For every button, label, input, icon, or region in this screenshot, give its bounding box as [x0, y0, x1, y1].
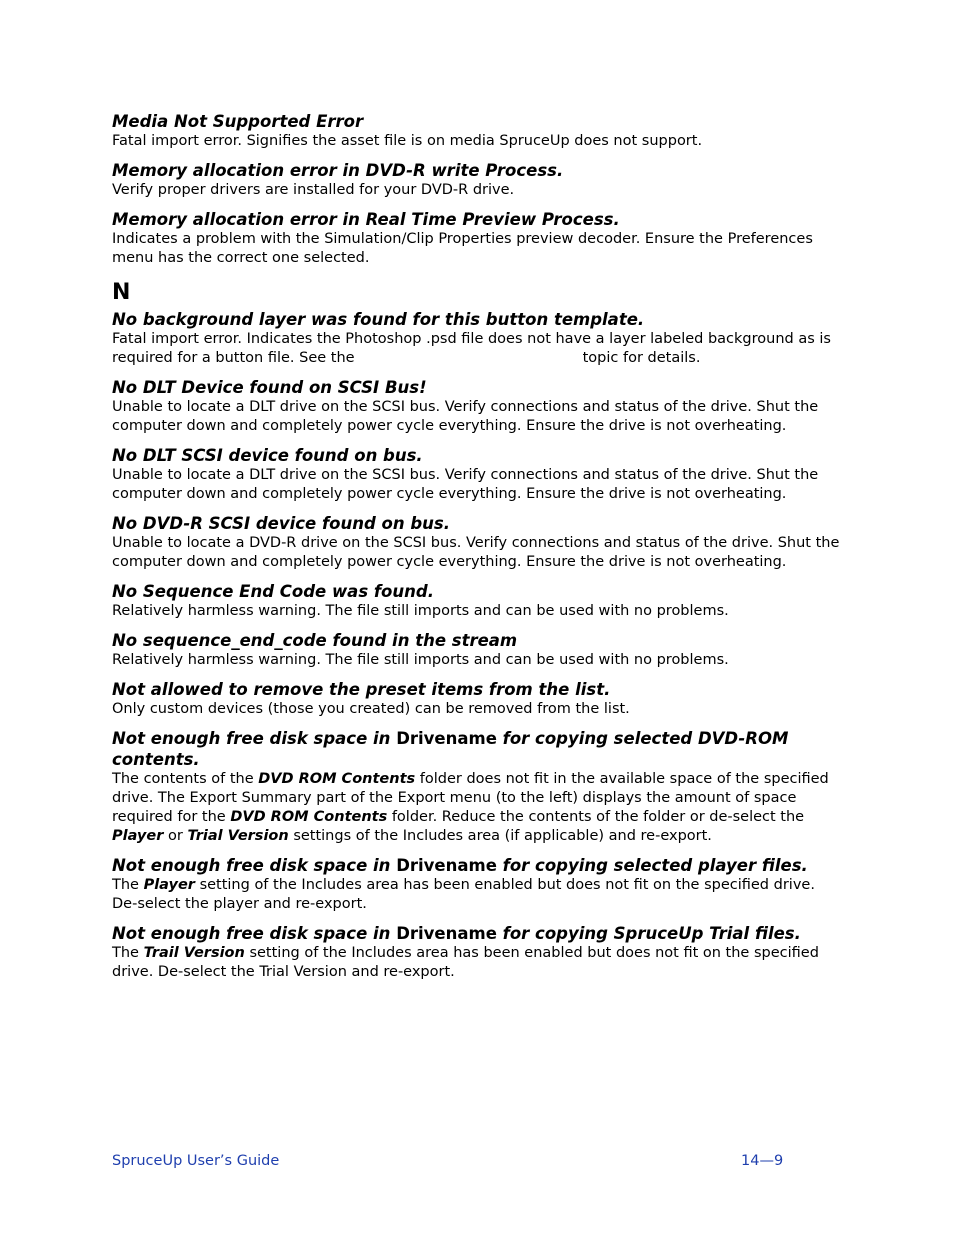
error-description [112, 944, 842, 982]
drivename-placeholder: Drivename [396, 729, 497, 748]
error-title: Memory allocation error in DVD-R write Process. [112, 161, 564, 180]
error-description [112, 330, 842, 368]
error-description: Unable to locate a DVD-R drive on the SCSI bus. Verify connections and status of the drive. Shut the computer down and completely power cycle everything. Ensure the drive is not overheating. [112, 535, 840, 570]
title-part: Not enough free disk space in [112, 856, 391, 875]
error-entry [112, 513, 842, 572]
error-title: Memory allocation error in Real Time Preview Process. [112, 210, 620, 229]
error-entry [112, 377, 842, 436]
title-part: for copying selected DVD-ROM contents. [112, 729, 789, 769]
title-part: Not enough free disk space in [112, 924, 391, 943]
description-text: setting of the Includes area has been enabled but does not fit on the specified drive. De-select the Trial Version and re-export. [112, 945, 819, 980]
error-description: Relatively harmless warning. The file still imports and can be used with no problems. [112, 652, 729, 668]
description-text: folder does not fit in the available space of the specified drive. The Export Summary part of the Export menu (to the left) displays the amount of space required for the [112, 771, 829, 825]
description-text: setting of the Includes area has been enabled but does not fit on the specified drive. De-select the player and re-export. [112, 877, 815, 912]
emphasis-trial-version: Trial Version [187, 828, 289, 844]
error-title: No background layer was found for this button template. [112, 310, 645, 329]
error-title: No Sequence End Code was found. [112, 582, 434, 601]
error-description: Fatal import error. Signifies the asset file is on media SpruceUp does not support. [112, 133, 703, 149]
error-title: No DVD-R SCSI device found on bus. [112, 514, 450, 533]
error-title: Not allowed to remove the preset items from the list. [112, 680, 611, 699]
emphasis-player: Player [112, 828, 164, 844]
description-text: The [112, 877, 139, 893]
error-description: Unable to locate a DLT drive on the SCSI bus. Verify connections and status of the drive. Shut the computer down and completely power cycle everything. Ensure the drive is not overheating. [112, 399, 819, 434]
footer-guide-title: SpruceUp User’s Guide [112, 1153, 280, 1169]
error-description [112, 876, 842, 914]
emphasis-trail-version: Trail Version [143, 945, 245, 961]
description-text: settings of the Includes area (if applicable) and re-export. [293, 828, 712, 844]
error-title [112, 728, 842, 770]
error-entry [112, 160, 842, 200]
error-description [112, 770, 842, 846]
error-description: Only custom devices (those you created) can be removed from the list. [112, 701, 630, 717]
error-description: Unable to locate a DLT drive on the SCSI bus. Verify connections and status of the drive. Shut the computer down and completely power cycle everything. Ensure the drive is not overheating. [112, 467, 819, 502]
error-entry [112, 445, 842, 504]
emphasis-player: Player [143, 877, 195, 893]
error-entry [112, 209, 842, 268]
error-title: No sequence_end_code found in the stream [112, 631, 518, 650]
error-entry [112, 679, 842, 719]
title-part: Not enough free disk space in [112, 729, 391, 748]
footer-page-number: 14—9 [741, 1153, 784, 1169]
document-body [112, 111, 842, 991]
section-letter-n: N [112, 280, 131, 305]
error-description: Verify proper drivers are installed for your DVD-R drive. [112, 182, 515, 198]
drivename-placeholder: Drivename [396, 924, 497, 943]
title-part: for copying selected player files. [502, 856, 808, 875]
title-part: for copying SpruceUp Trial files. [502, 924, 801, 943]
description-text: The [112, 945, 139, 961]
description-text: topic for details. [582, 350, 701, 366]
error-title: No DLT SCSI device found on bus. [112, 446, 423, 465]
error-entry [112, 111, 842, 151]
error-entry [112, 855, 842, 914]
error-entry [112, 309, 842, 368]
emphasis-dvd-rom-contents: DVD ROM Contents [258, 771, 416, 787]
error-title [112, 855, 842, 876]
description-text: Fatal import error. Indicates the Photoshop .psd file does not have a layer labeled background as is required for a button file. See the [112, 331, 831, 366]
error-title: Media Not Supported Error [112, 112, 364, 131]
error-description: Relatively harmless warning. The file still imports and can be used with no problems. [112, 603, 729, 619]
description-text: folder. Reduce the contents of the folder or de-select the [391, 809, 805, 825]
error-entry [112, 923, 842, 982]
emphasis-dvd-rom-contents: DVD ROM Contents [230, 809, 388, 825]
error-entry [112, 728, 842, 846]
drivename-placeholder: Drivename [396, 856, 497, 875]
error-description: Indicates a problem with the Simulation/Clip Properties preview decoder. Ensure the Preferences menu has the correct one selected. [112, 231, 813, 266]
error-entry [112, 581, 842, 621]
description-text: The contents of the [112, 771, 254, 787]
description-text: or [167, 828, 183, 844]
error-title: No DLT Device found on SCSI Bus! [112, 378, 427, 397]
error-entry [112, 630, 842, 670]
error-title [112, 923, 842, 944]
